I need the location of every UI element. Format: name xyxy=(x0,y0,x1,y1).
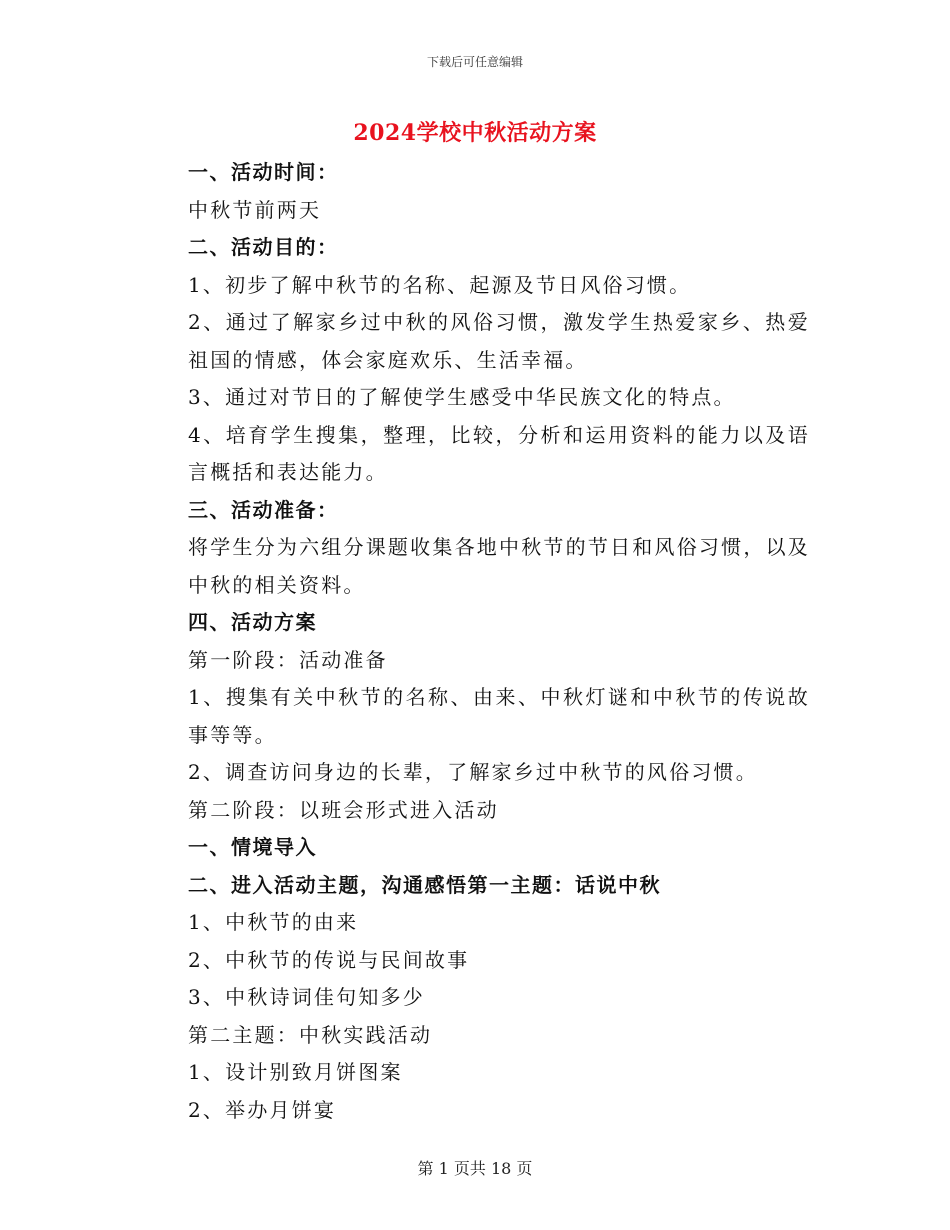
paragraph: 2、调查访问身边的长辈，了解家乡过中秋节的风俗习惯。 xyxy=(188,760,758,784)
paragraph: 1、设计别致月饼图案 xyxy=(188,1060,403,1084)
paragraph: 第二阶段：以班会形式进入活动 xyxy=(188,797,499,822)
paragraph: 1、初步了解中秋节的名称、起源及节日风俗习惯。 xyxy=(188,272,692,297)
paragraph: 2、中秋节的传说与民间故事 xyxy=(188,947,470,972)
paragraph: 第一阶段：活动准备 xyxy=(188,647,388,672)
section-heading: 三、活动准备： xyxy=(188,497,339,522)
section-heading: 一、情境导入 xyxy=(188,835,317,859)
section-heading: 一、活动时间： xyxy=(188,160,339,184)
section-heading: 四、活动方案 xyxy=(188,610,317,634)
page-footer: 第 1 页共 18 页 xyxy=(417,1159,533,1178)
paragraph: 1、中秋节的由来 xyxy=(188,910,359,934)
paragraph: 1、搜集有关中秋节的名称、由来、中秋灯谜和中秋节的传说故事等等。 xyxy=(188,685,810,747)
section-heading: 二、活动目的： xyxy=(188,235,339,259)
section-heading: 二、进入活动主题，沟通感悟第一主题：话说中秋 xyxy=(188,872,661,897)
paragraph: 第二主题：中秋实践活动 xyxy=(188,1022,433,1047)
document-title: 2024学校中秋活动方案 xyxy=(353,120,597,146)
paragraph: 2、举办月饼宴 xyxy=(188,1097,337,1122)
paragraph: 3、中秋诗词佳句知多少 xyxy=(188,985,425,1009)
paragraph: 2、通过了解家乡过中秋的风俗习惯，激发学生热爱家乡、热爱祖国的情感，体会家庭欢乐、生活幸福。 xyxy=(188,310,810,372)
paragraph: 4、培育学生搜集，整理，比较，分析和运用资料的能力以及语言概括和表达能力。 xyxy=(188,422,810,484)
header-note: 下载后可任意编辑 xyxy=(426,55,523,69)
paragraph: 3、通过对节日的了解使学生感受中华民族文化的特点。 xyxy=(188,385,736,409)
paragraph: 中秋节前两天 xyxy=(188,197,322,222)
paragraph: 将学生分为六组分课题收集各地中秋节的节日和风俗习惯，以及中秋的相关资料。 xyxy=(188,535,810,597)
document-body xyxy=(142,154,810,1129)
